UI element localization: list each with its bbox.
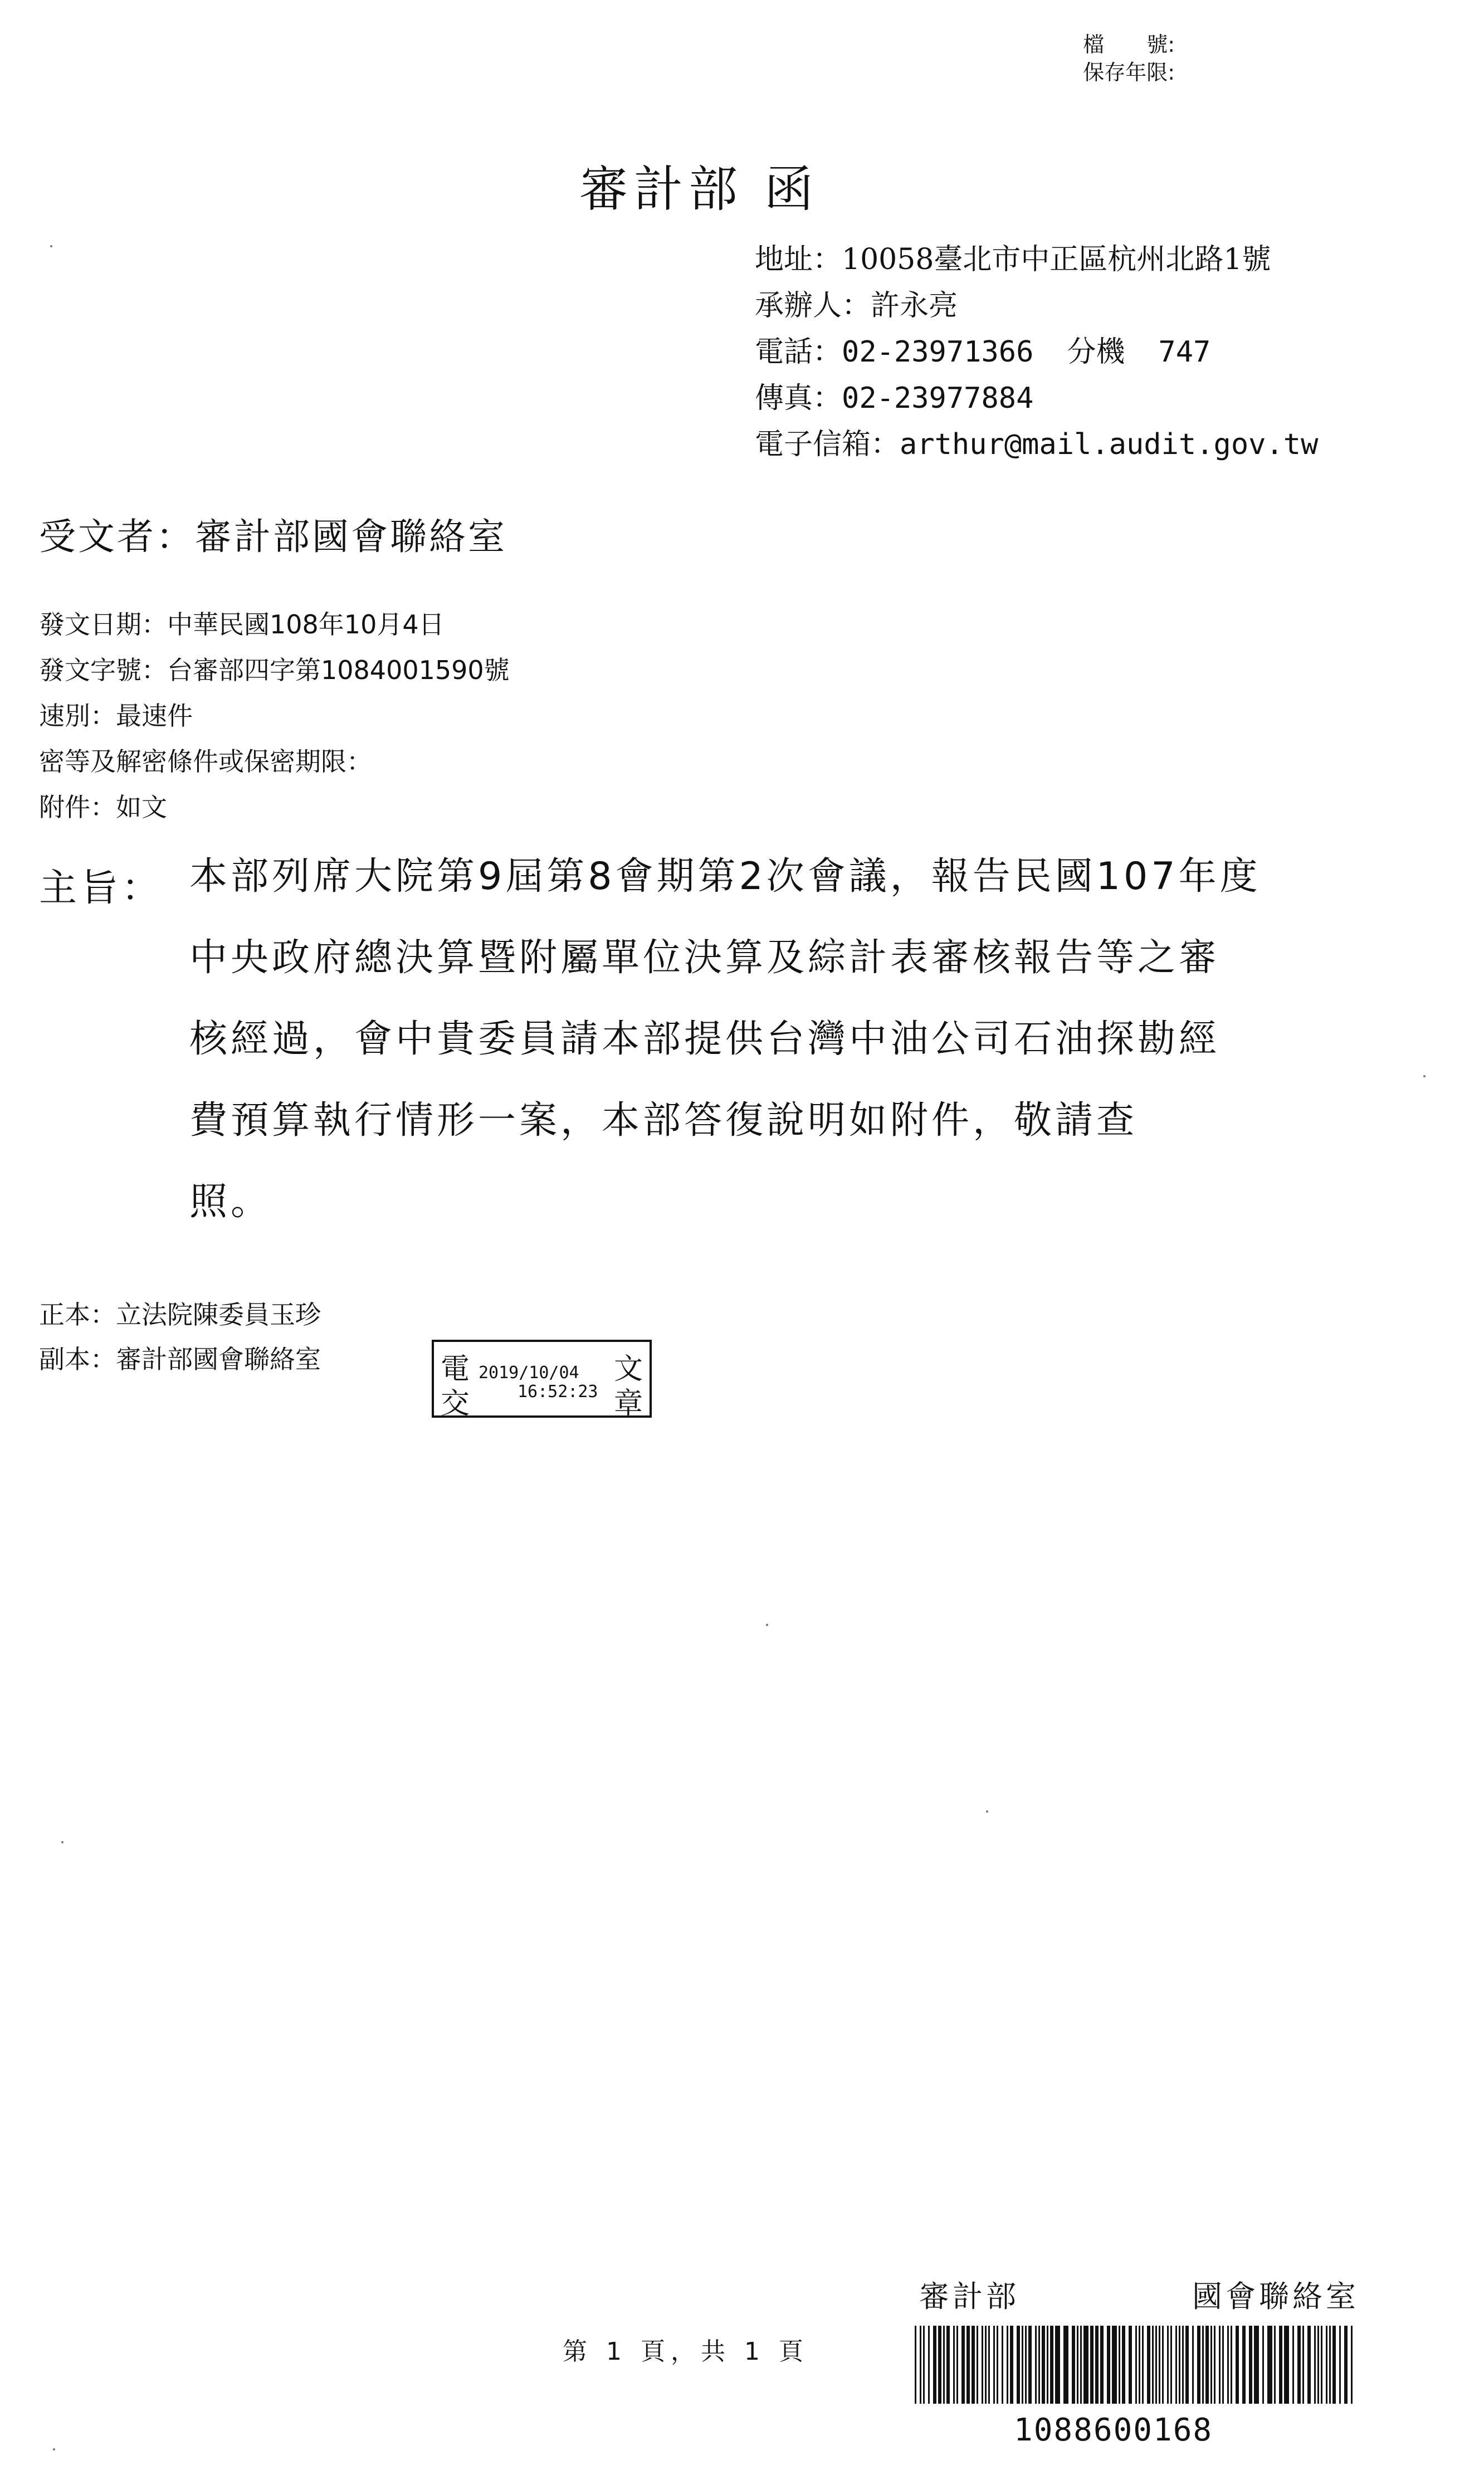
stamp-char: 文	[613, 1353, 643, 1386]
barcode-bar	[1080, 2326, 1082, 2404]
stamp-char: 電	[441, 1353, 470, 1386]
barcode-bar	[1167, 2326, 1169, 2404]
barcode-bar	[1007, 2326, 1008, 2404]
barcode-bar	[1197, 2326, 1200, 2404]
barcode-bar	[1182, 2326, 1184, 2404]
fax-number: 02-23977884	[842, 382, 1034, 415]
scan-speck	[986, 1810, 988, 1813]
issue-date: 發文日期：中華民國108年10月4日	[39, 609, 445, 640]
extension-number: 747	[1158, 335, 1211, 369]
barcode-bar	[1083, 2326, 1088, 2404]
scan-speck	[1423, 1075, 1426, 1077]
barcode-bar	[1002, 2326, 1003, 2404]
file-number-label: 檔 號:	[1083, 32, 1175, 57]
archive-info	[1083, 31, 1175, 86]
barcode-bar	[943, 2326, 945, 2404]
page-number: 第 1 頁，共 1 頁	[563, 2337, 809, 2366]
barcode-bar	[1152, 2326, 1154, 2404]
copies-section	[39, 1292, 321, 1381]
barcode-bar	[972, 2326, 975, 2404]
barcode-bar	[1297, 2326, 1301, 2404]
barcode-bar	[1038, 2326, 1040, 2404]
barcode-bar	[1329, 2326, 1331, 2404]
barcode-bar	[1135, 2326, 1137, 2404]
barcode-bar	[1302, 2326, 1304, 2404]
barcode-bar	[1317, 2326, 1319, 2404]
phone-number: 02-23971366	[842, 335, 1034, 369]
barcode-bar	[1284, 2326, 1289, 2404]
barcode-bar	[1227, 2326, 1229, 2404]
barcode-bar	[997, 2326, 998, 2404]
barcode-bar	[1072, 2326, 1075, 2404]
barcode-bar	[1344, 2326, 1348, 2404]
subject-line: 中央政府總決算暨附屬單位決算及綜計表審核報告等之審	[189, 936, 1221, 980]
subject-line: 核經過，會中貴委員請本部提供台灣中油公司石油探勘經	[189, 1017, 1221, 1061]
barcode-bar	[1122, 2326, 1125, 2404]
barcode-bar	[1236, 2326, 1239, 2404]
barcode-bar	[920, 2326, 921, 2404]
subject-line: 費預算執行情形一案，本部答復說明如附件，敬請查	[189, 1099, 1138, 1143]
barcode-bar	[1351, 2326, 1353, 2404]
barcode-bar	[993, 2326, 995, 2404]
barcode-bar	[1017, 2326, 1020, 2404]
barcode-bar	[1175, 2326, 1177, 2404]
phone-label: 電話：	[755, 335, 842, 369]
barcode-bar	[1332, 2326, 1336, 2404]
scan-speck	[766, 1624, 768, 1626]
barcode-bar	[1231, 2326, 1232, 2404]
fax-line	[755, 375, 1318, 422]
barcode-bar	[1162, 2326, 1164, 2404]
barcode-bar	[1339, 2326, 1341, 2404]
email-line	[755, 422, 1318, 468]
fax-label: 傳真：	[755, 382, 842, 415]
barcode-bar	[1047, 2326, 1048, 2404]
barcode-bar	[1042, 2326, 1045, 2404]
retention-period-label: 保存年限:	[1083, 60, 1175, 85]
barcode-bar	[1142, 2326, 1144, 2404]
barcode-bar	[1267, 2326, 1272, 2404]
barcode-bar	[966, 2326, 970, 2404]
phone-line	[755, 329, 1318, 375]
barcode-bar	[1326, 2326, 1327, 2404]
barcode-bar	[938, 2326, 941, 2404]
barcode-bar	[1185, 2326, 1189, 2404]
contact-block	[755, 237, 1318, 468]
barcode-bar	[988, 2326, 990, 2404]
email-address: arthur@mail.audit.gov.tw	[900, 428, 1319, 461]
scan-speck	[50, 245, 52, 247]
barcode-bar	[1095, 2326, 1099, 2404]
barcode-bar	[1222, 2326, 1224, 2404]
barcode-bar	[985, 2326, 987, 2404]
subject-text	[189, 855, 1261, 1265]
barcode-bar	[1205, 2326, 1209, 2404]
scan-speck	[61, 1841, 64, 1843]
barcode-bar	[923, 2326, 925, 2404]
barcode-bar	[1112, 2326, 1117, 2404]
document-meta	[39, 602, 510, 830]
document-number: 發文字號：台審部四字第1084001590號	[39, 655, 510, 685]
barcode-bar	[1159, 2326, 1160, 2404]
barcode-bar	[961, 2326, 965, 2404]
barcode-bar	[1314, 2326, 1316, 2404]
barcode-image	[914, 2326, 1354, 2404]
barcode-bar	[1179, 2326, 1180, 2404]
document-title: 審計部 函	[579, 160, 819, 218]
barcode-bar	[1155, 2326, 1157, 2404]
subject-label: 主旨：	[39, 866, 163, 910]
barcode-bar	[1274, 2326, 1276, 2404]
barcode-number: 1088600168	[1014, 2412, 1213, 2448]
barcode-bar	[1219, 2326, 1221, 2404]
barcode-bar	[956, 2326, 958, 2404]
security-class: 密等及解密條件或保密期限：	[39, 746, 372, 777]
barcode-bar	[1202, 2326, 1204, 2404]
footer-org-right: 國會聯絡室	[1192, 2279, 1359, 2314]
barcode-bar	[1139, 2326, 1140, 2404]
barcode-bar	[933, 2326, 936, 2404]
attachment-info: 附件：如文	[39, 792, 167, 822]
barcode-bar	[1292, 2326, 1294, 2404]
barcode-bar	[1210, 2326, 1212, 2404]
footer-org-left: 審計部	[919, 2279, 1019, 2314]
barcode-bar	[1022, 2326, 1023, 2404]
barcode-bar	[1129, 2326, 1132, 2404]
officer-line: 承辦人：許永亮	[755, 289, 958, 323]
barcode-bar	[1279, 2326, 1282, 2404]
barcode-bar	[1147, 2326, 1150, 2404]
address-line: 地址：10058臺北市中正區杭州北路1號	[755, 243, 1271, 276]
recipient: 受文者：審計部國會聯絡室	[39, 515, 507, 558]
barcode-bar	[1028, 2326, 1032, 2404]
barcode-bar	[1321, 2326, 1322, 2404]
electronic-exchange-stamp	[432, 1340, 652, 1418]
barcode-bar	[1063, 2326, 1068, 2404]
stamp-date: 2019/10/04	[479, 1363, 579, 1383]
barcode-bar	[915, 2326, 916, 2404]
copy-recipient: 副本：審計部國會聯絡室	[39, 1344, 321, 1374]
barcode-bar	[1254, 2326, 1259, 2404]
barcode-bar	[1090, 2326, 1094, 2404]
stamp-char: 章	[613, 1387, 643, 1420]
barcode-bar	[1307, 2326, 1311, 2404]
subject-line: 照。	[189, 1180, 272, 1224]
barcode-bar	[1025, 2326, 1027, 2404]
barcode-bar	[1249, 2326, 1252, 2404]
original-recipient: 正本：立法院陳委員玉珍	[39, 1300, 321, 1330]
barcode-bar	[1077, 2326, 1078, 2404]
email-label: 電子信箱：	[755, 428, 900, 461]
speed-class: 速別：最速件	[39, 701, 193, 731]
barcode-bar	[928, 2326, 930, 2404]
barcode-bar	[1100, 2326, 1104, 2404]
subject-line: 本部列席大院第9屆第8會期第2次會議，報告民國107年度	[189, 855, 1261, 899]
barcode-bar	[1170, 2326, 1172, 2404]
barcode-bar	[1010, 2326, 1013, 2404]
barcode-bar	[1050, 2326, 1053, 2404]
barcode-bar	[977, 2326, 978, 2404]
barcode-bar	[1262, 2326, 1264, 2404]
barcode-bar	[982, 2326, 983, 2404]
stamp-time: 16:52:23	[518, 1382, 598, 1402]
barcode-bar	[1214, 2326, 1215, 2404]
barcode-bar	[953, 2326, 955, 2404]
barcode-bar	[1242, 2326, 1246, 2404]
barcode-bar	[1119, 2326, 1120, 2404]
barcode-bar	[1055, 2326, 1060, 2404]
stamp-char: 交	[441, 1387, 470, 1420]
barcode-bar	[1107, 2326, 1110, 2404]
scan-speck	[53, 2448, 55, 2450]
barcode-bar	[1035, 2326, 1037, 2404]
barcode-bar	[1192, 2326, 1194, 2404]
extension-label: 分機	[1067, 335, 1125, 369]
barcode-bar	[946, 2326, 950, 2404]
